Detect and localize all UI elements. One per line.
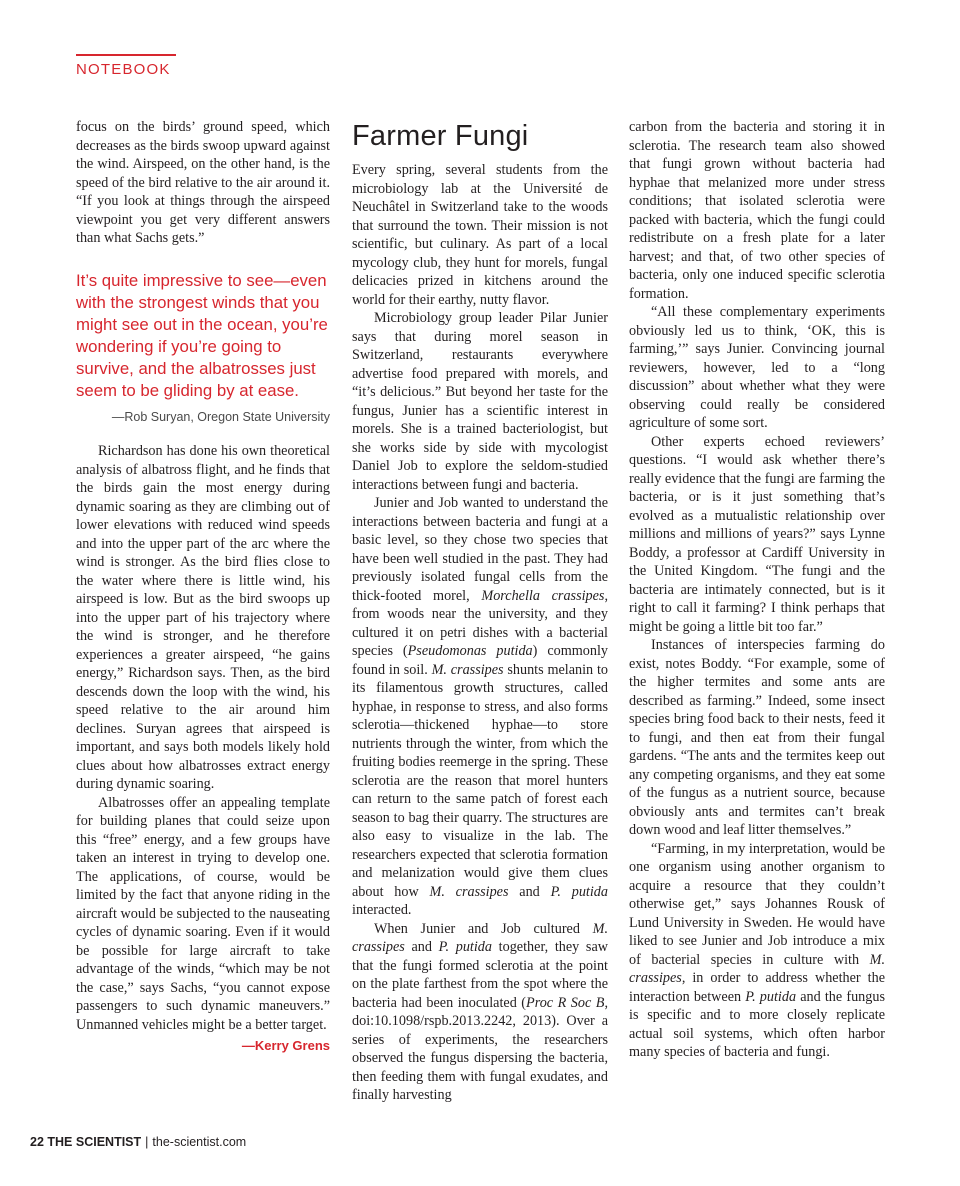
author-byline: —Kerry Grens bbox=[241, 1038, 330, 1053]
paragraph: Microbiology group leader Pilar Junier says that during morel season in Switzerland, restaurants everywhere advertise food prepared with morels, and “it’s delicious.” But beyond her taste for the fungus, Junier has a scientific interest in morels. She is a trained bacteriologist, but she works side by side with mycologist Daniel Job to explore the seldom-studied interactions between fungi and bacteria. bbox=[352, 310, 608, 493]
paragraph: Albatrosses offer an appealing template for building planes that could seize upon this “free” energy, and a few groups have taken an interest in trying to develop one. The applications, of course, would be limited by the fact that anyone riding in the aircraft would be subjected to the nauseating cycles of dynamic soaring. Even if it would be possible for large aircraft to take advantage of the winds, “which may be not the case,” says Sachs, “you cannot expose passengers to such dynamic maneuvers.” Unmanned vehicles might be a better target. bbox=[76, 794, 330, 1033]
text-run: , from woods near the university, and they cultured it on petri dishes with a bacterial species ( bbox=[352, 587, 608, 659]
website-link[interactable]: the-scientist.com bbox=[152, 1135, 247, 1149]
text-run: shunts melanin to its filamentous growth structures, called hyphae, in response to stress, and also forms sclerotia—thickened hyphae—to store nutrients through the winter, from which the fruiting bodies reemerge in the spring. These sclerotia are the reason that morel hunters can return to the same patch of forest each season to bag their quarry. The structures are also easy to visualize in the lab. The researchers expected that sclerotia formation and melanization would give them clues about how bbox=[352, 661, 608, 900]
section-rule bbox=[76, 54, 176, 56]
pull-quote: It’s quite impressive to see—even with the strongest winds that you might see out in the ocean, you’re wondering if you’re going to survive, and the albatrosses just seem to be gliding by at ease. bbox=[76, 270, 328, 400]
species-name: M. crassipes bbox=[429, 883, 509, 900]
paragraph: Richardson has done his own theoretical analysis of albatross flight, and he finds that the birds gain the most energy during dynamic soaring as they are climbing out of lower elevations with reduced wind speeds and into the upper part of the arc where the wind is stronger. As the bird flies close to the water where there is little wind, his airspeed is low. But as the bird swoops up into the upper part of his trajectory where the wind is stronger, and he therefore experiences a greater airspeed, “he gains energy,” Richardson says. Then, as the bird descends down the loop with the wind, his speed relative to the air around him declines. Suryan agrees that airspeed is important, and says both models likely hold clues about how albatrosses extract energy during dynamic soaring. bbox=[76, 443, 330, 792]
paragraph: carbon from the bacteria and storing it in sclerotia. The research team also showed that fungi grown without bacteria had hyphae that melanized more under stress conditions; that isolated sclerotia were packed with bacteria, which the fungi could redistribute on a fresh plate for a later harvest; and that, of two other species of bacteria, only one induced specific sclerotia formation. bbox=[629, 119, 885, 302]
text-run: and the fungus is specific and to more closely replicate actual soil systems, which often harbor many species of bacteria and fungi. bbox=[629, 988, 885, 1060]
page-footer bbox=[30, 1135, 246, 1149]
section-label: NOTEBOOK bbox=[76, 61, 171, 78]
text-run: and bbox=[404, 939, 439, 955]
page-number: 22 bbox=[30, 1135, 44, 1149]
text-run: ) commonly found in soil. bbox=[352, 643, 608, 678]
text-run: When Junier and Job cultured bbox=[374, 920, 593, 937]
text-run: together, they saw that the fungi formed sclerotia at the point on the plate farthest from the spot where the bacteria had been inoculated ( bbox=[352, 939, 608, 1011]
species-name: P. putida bbox=[438, 939, 492, 955]
species-name: P. putida bbox=[550, 883, 608, 900]
paragraph: Other experts echoed reviewers’ questions. “I would ask whether there’s really evidence that the fungi are farming the bacteria, or is it just something that’s evolved as a mutualistic relationship over millions and millions of years?” says Lynne Boddy, a professor at Cardiff University in the United Kingdom. “The fungi and the bacteria are intimately connected, but is it right to call it farming? I think perhaps that might be going a little bit too far.” bbox=[629, 433, 885, 635]
column-right bbox=[629, 118, 885, 1062]
text-run: “Farming, in my interpretation, would be one organism using another organism to acquire a resource that they couldn’t otherwise get,” says Johannes Rousk of Lund University in Sweden. He would have liked to see Junier and Job introduce a mix of bacterial species in culture with bbox=[629, 840, 885, 968]
text-run: , in order to address whether the interaction between bbox=[629, 970, 885, 1005]
text-run: Junier and Job wanted to understand the interactions between bacteria and fungi at a basic level, so they chose two species that have been well studied in the past. They had previously isolated fungal cells from the thick-footed morel, bbox=[352, 495, 608, 604]
species-name: M. crassipes bbox=[629, 951, 885, 986]
paragraph: focus on the birds’ ground speed, which decreases as the birds swoop upward against the wind. Airspeed, on the other hand, is the speed of the bird relative to the air around it. “If you look at things through the airspeed viewpoint you get very different answers than what Sachs gets.” bbox=[76, 119, 330, 246]
species-name: M. crassipes bbox=[431, 661, 504, 678]
paragraph: “All these complementary experiments obviously led us to think, ‘OK, this is farming,’” says Junier. Convincing journal reviewers, however, led to a “long discussion” about whether what they were observing could really be considered agriculture of some sort. bbox=[629, 304, 885, 431]
text-run: , doi:10.1098/rspb.2013.2242, 2013). Over a series of experiments, the researchers observed the fungus dispersing the bacteria, then feeding them with fungal exudates, and finally harvesting bbox=[352, 994, 608, 1103]
text-run: interacted. bbox=[352, 902, 412, 918]
species-name: P. putida bbox=[745, 988, 797, 1005]
footer-separator: | bbox=[145, 1135, 149, 1149]
column-left bbox=[76, 118, 330, 1056]
species-name: Pseudomonas putida bbox=[407, 643, 533, 659]
text-run: and bbox=[508, 883, 551, 900]
paragraph bbox=[352, 494, 608, 920]
journal-name: Proc R Soc B bbox=[526, 994, 605, 1011]
pull-quote-attribution: —Rob Suryan, Oregon State University bbox=[111, 409, 330, 424]
paragraph bbox=[352, 920, 608, 1105]
paragraph: Instances of interspecies farming do exist, notes Boddy. “For example, some of the higher termites and some ants are described as farming.” Indeed, some insect species bring food back to their nests, feed it to fungi, and then eat from their fungal gardens. “The ants and the termites keep out any competing organisms, and they eat some of the fungus as a nutrient source, because obviously ants and termites can’t break down wood and leaf litter themselves.” bbox=[629, 637, 885, 838]
paragraph: Every spring, several students from the microbiology lab at the Université de Neuchâtel in Switzerland take to the woods that surround the town. Their mission is not scientific, but culinary. As part of a local mycology club, they hunt for morels, fungal delicacies prized in kitchens around the world for their earthy, nutty flavor. bbox=[352, 162, 608, 308]
paragraph bbox=[629, 840, 885, 1062]
magazine-name: THE SCIENTIST bbox=[47, 1135, 142, 1149]
column-middle bbox=[352, 118, 608, 1105]
article-headline: Farmer Fungi bbox=[352, 120, 529, 152]
species-name: M. crassipes bbox=[352, 920, 608, 955]
species-name: Morchella crassipes bbox=[481, 587, 605, 604]
